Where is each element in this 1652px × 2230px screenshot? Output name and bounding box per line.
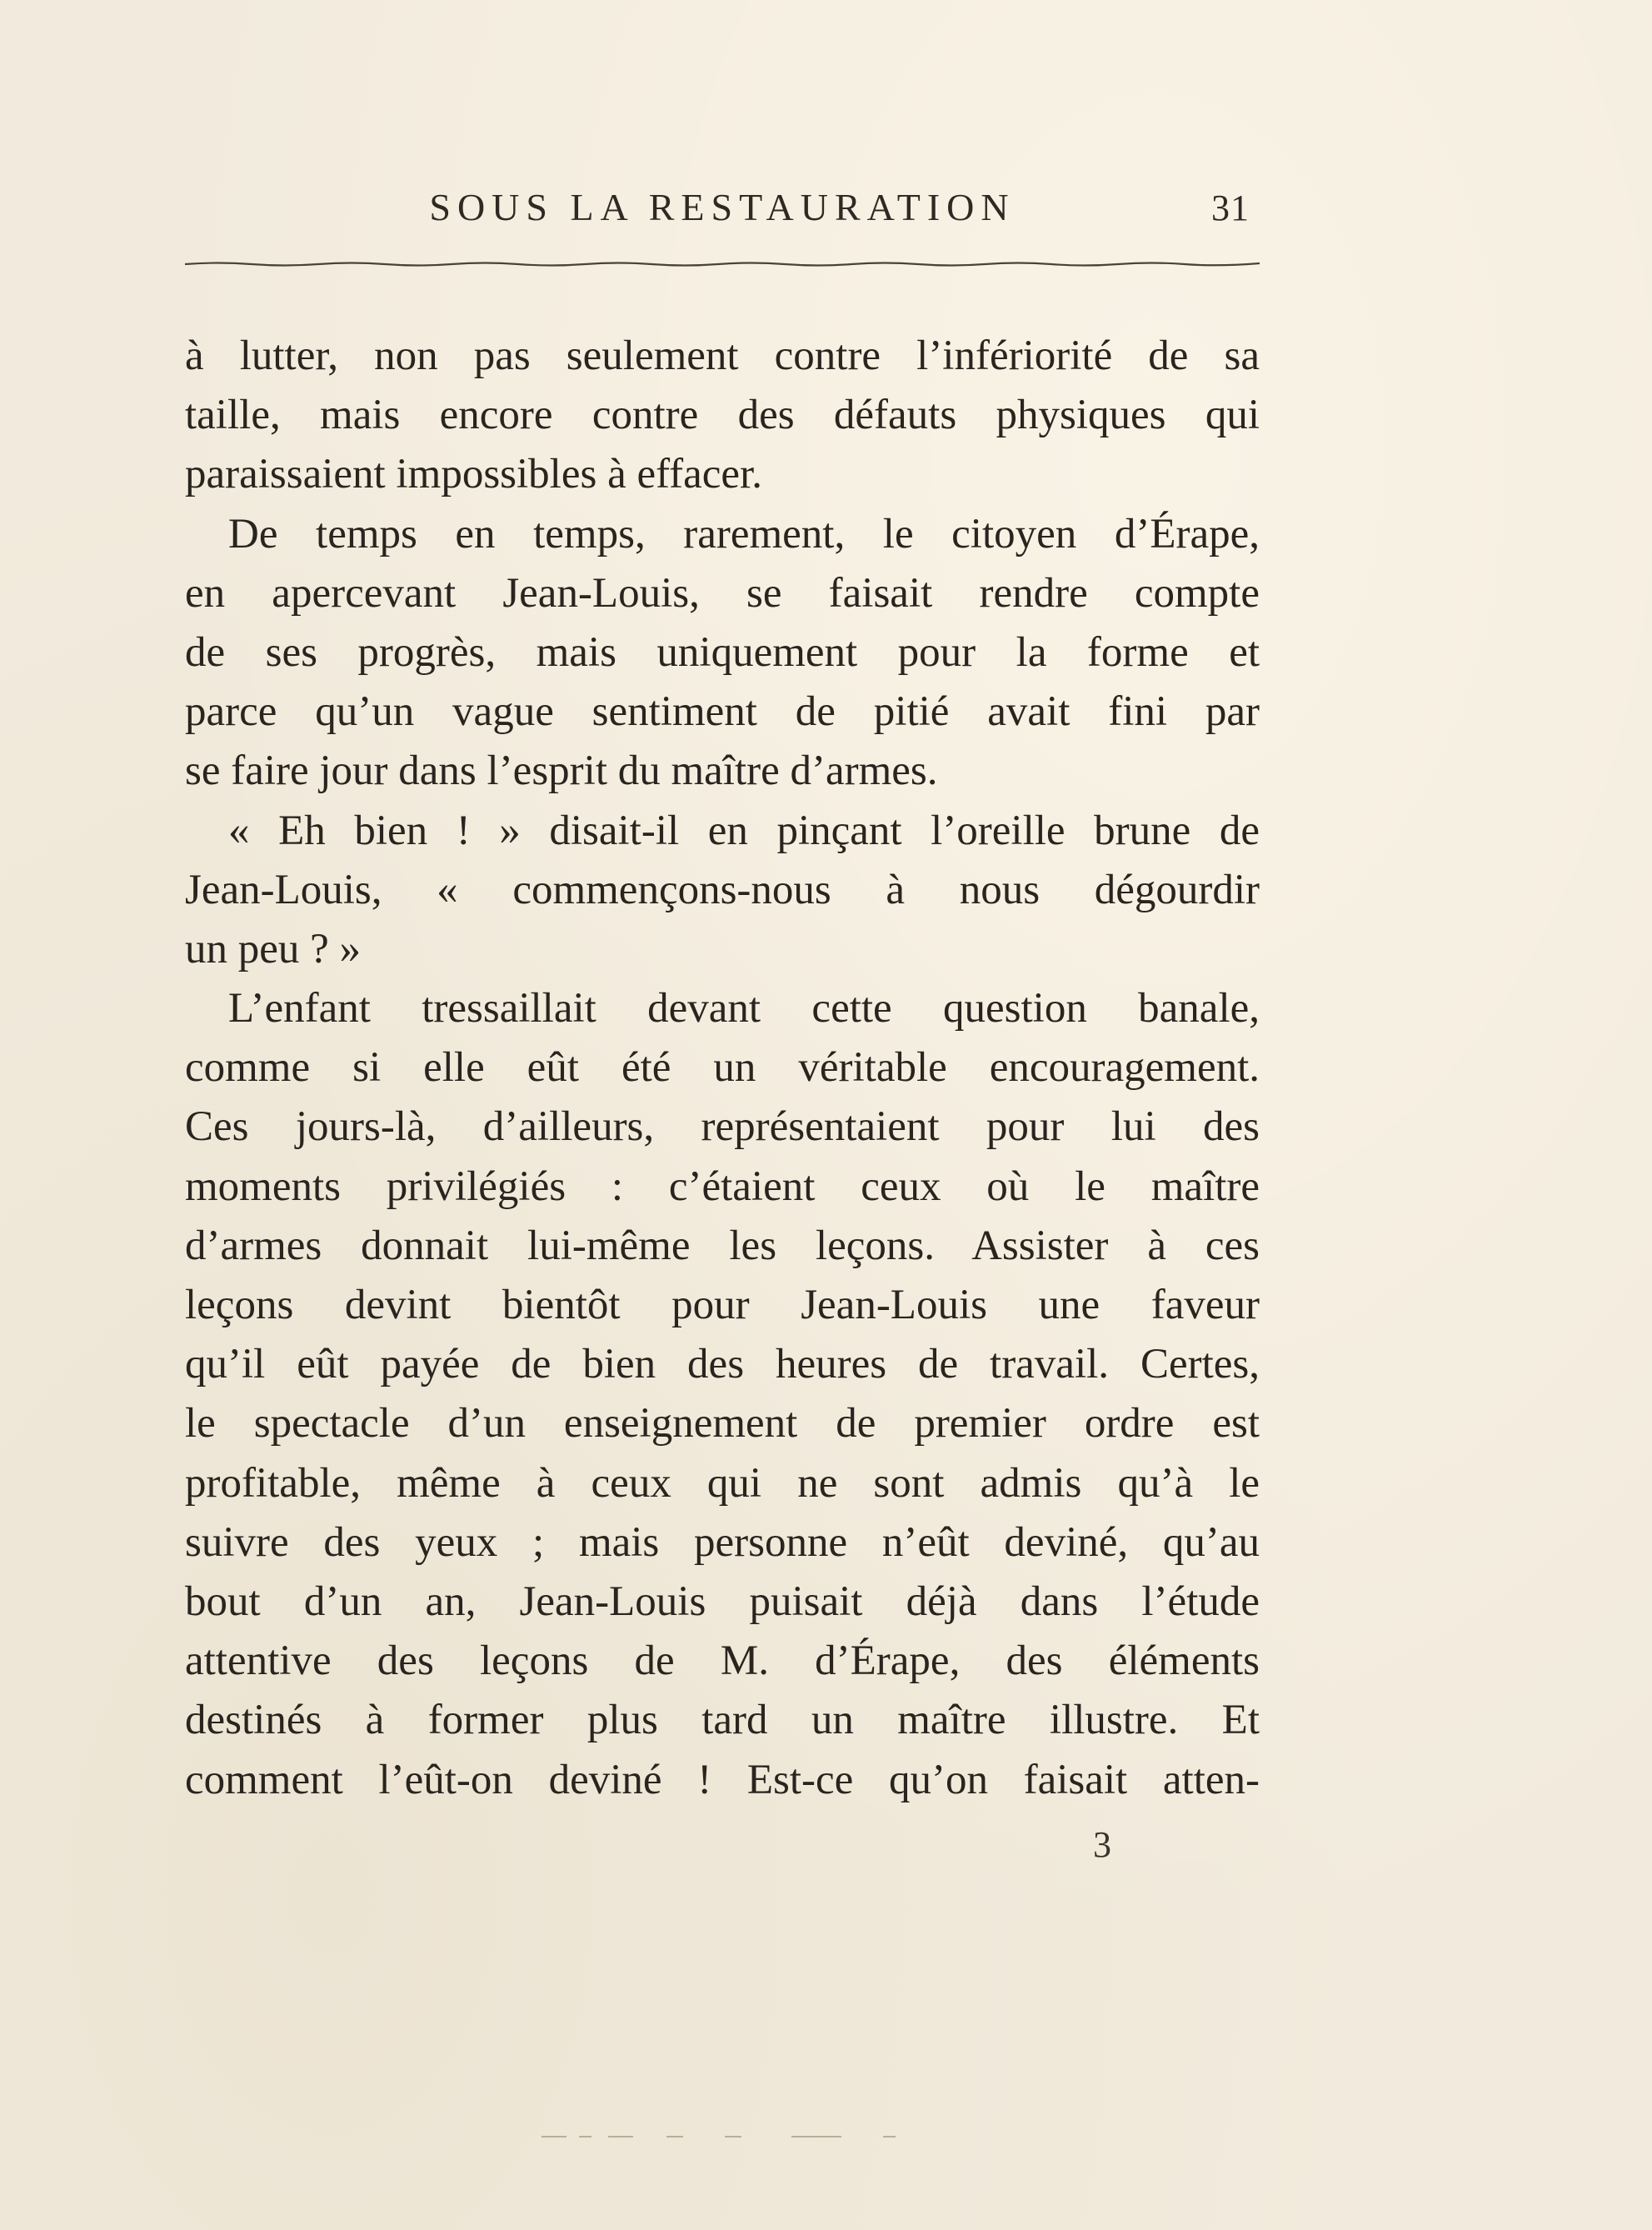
text-line: L’enfant tressaillait devant cette question banale, [228,985,1260,1032]
header-rule [185,260,1260,268]
text-line: un peu ? » [185,925,362,972]
text-line: se faire jour dans l’esprit du maître d’armes. [185,748,938,795]
text-line: attentive des leçons de M. d’Érape, des éléments [185,1638,1260,1685]
text-line: à lutter, non pas seulement contre l’infériorité de sa [185,332,1260,379]
running-title: SOUS LA RESTAURATION [429,186,1016,228]
text-line: destinés à former plus tard un maître illustre. Et [185,1697,1260,1744]
text-line: comme si elle eût été un véritable encouragement. [185,1044,1260,1092]
text-line: Ces jours-là, d’ailleurs, représentaient pour lui des [185,1103,1260,1151]
text-line: « Eh bien ! » disait-il en pinçant l’oreille brune de [228,807,1260,854]
running-header [185,185,1260,235]
bottom-smudge [542,2133,941,2140]
text-line: suivre des yeux ; mais personne n’eût deviné, qu’au [185,1518,1260,1566]
text-line: moments privilégiés : c’étaient ceux où le maître [185,1162,1260,1210]
text-line: parce qu’un vague sentiment de pitié avait fini par [185,688,1260,736]
body-text [185,327,1260,1810]
signature-mark: 3 [1093,1824,1111,1865]
text-line: le spectacle d’un enseignement de premier ordre est [185,1400,1260,1448]
text-line: de ses progrès, mais uniquement pour la forme et [185,628,1260,676]
text-line: bout d’un an, Jean-Louis puisait déjà dans l’étude [185,1578,1260,1625]
text-line: profitable, même à ceux qui ne sont admis qu’à le [185,1459,1260,1507]
text-line: paraissaient impossibles à effacer. [185,451,762,498]
text-line: taille, mais encore contre des défauts physiques qui [185,392,1260,439]
text-line: d’armes donnait lui-même les leçons. Assister à ces [185,1222,1260,1269]
text-line: leçons devint bientôt pour Jean-Louis une faveur [185,1282,1260,1328]
text-line: en apercevant Jean-Louis, se faisait rendre compte [185,569,1260,617]
text-line: De temps en temps, rarement, le citoyen d’Érape, [228,510,1260,558]
text-line: comment l’eût-on deviné ! Est-ce qu’on faisait atten- [185,1756,1260,1803]
text-line: qu’il eût payée de bien des heures de travail. Certes, [185,1341,1260,1388]
text-line: Jean-Louis, « commençons-nous à nous dégourdir [185,866,1260,913]
page-number: 31 [1211,188,1250,228]
